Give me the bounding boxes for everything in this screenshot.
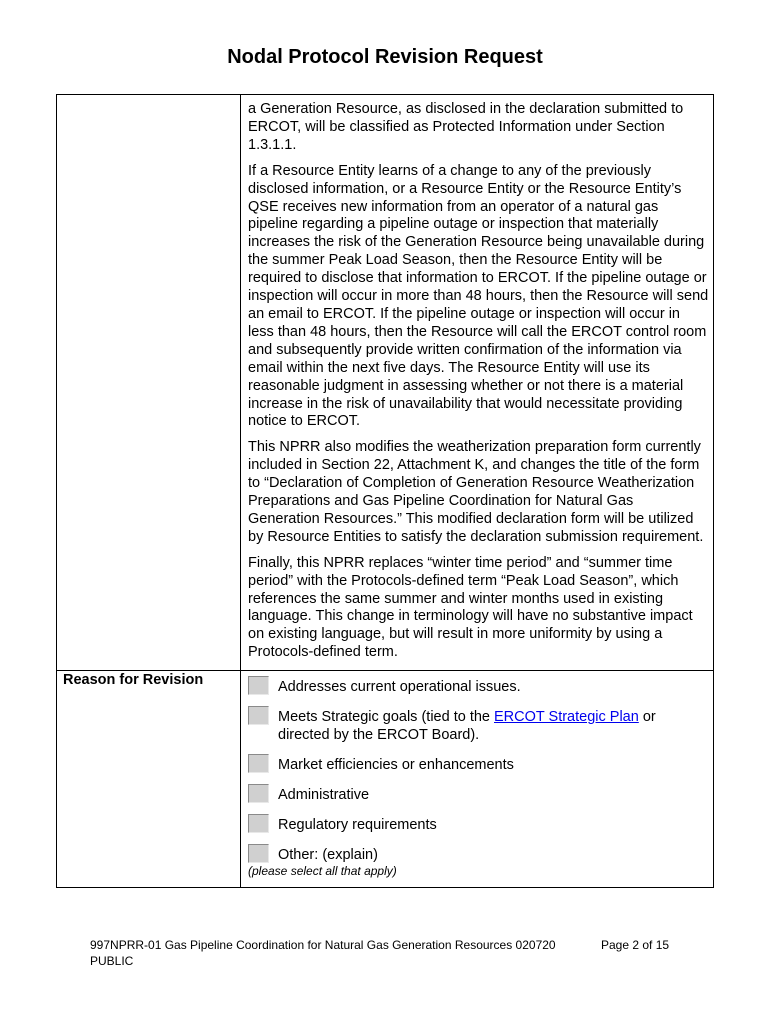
description-paragraph: Finally, this NPRR replaces “winter time period” and “summer time period” with the Protocols-defined term “Peak Load Season”, which references the same summer and winter months used in existing language. This change in terminology will have no substantive impact on existing language, but will result in more uniformity by using a Protocols-defined term. — [248, 554, 693, 661]
option-label: Market efficiencies or enhancements — [278, 757, 514, 774]
description-paragraph: a Generation Resource, as disclosed in the declaration submitted to ERCOT, will be classified as Protected Information under Section 1.3.1.1. — [248, 101, 684, 153]
option-administrative — [248, 786, 709, 804]
page-title: Nodal Protocol Revision Request — [227, 46, 543, 68]
select-all-note: (please select all that apply) — [248, 864, 397, 879]
description-cell — [241, 95, 714, 671]
regulatory-checkbox[interactable] — [248, 814, 269, 833]
description-paragraph: If a Resource Entity learns of a change to any of the previously disclosed information, or a Resource Entity or the Resource Entity’s QSE receives new information from an operator of a natural gas pipeline regarding a pipeline outage or inspection that materially increases the risk of the Generation Resource being unavailable during the summer Peak Load Season, then the Resource Entity will be required to disclose that information to ERCOT. If the pipeline outage or inspection will occur in more than 48 hours, then the Resource will send an email to ERCOT. If the pipeline outage or inspection will occur in less than 48 hours, then the Resource will call the ERCOT control room and subsequently provide written confirmation of the information via email within the next five days. The Resource Entity will use its reasonable judgment in assessing whether or not there is a material increase in the risk of unavailability that would necessitate providing notice to ERCOT. — [248, 162, 709, 430]
strategic-goals-checkbox[interactable] — [248, 706, 269, 725]
reason-row — [57, 671, 714, 888]
option-label-suffix: or directed by the ERCOT Board). — [278, 709, 656, 744]
description-paragraph: This NPRR also modifies the weatherization preparation form currently included in Section 22, Attachment K, and changes the title of the form to “Declaration of Completion of Generation Resource Weatherization Preparations and Gas Pipeline Coordination for Natural Gas Generation Resources.” This modified declaration form will be utilized by Resource Entities to satisfy the declaration submission requirement. — [248, 439, 704, 545]
other-checkbox[interactable] — [248, 844, 269, 863]
option-operational-issues — [248, 678, 709, 696]
administrative-checkbox[interactable] — [248, 784, 269, 803]
option-label — [278, 708, 709, 744]
market-efficiencies-checkbox[interactable] — [248, 754, 269, 773]
ercot-strategic-plan-link[interactable]: ERCOT Strategic Plan — [494, 709, 639, 726]
option-label: Addresses current operational issues. — [278, 679, 521, 696]
description-label-cell — [57, 95, 241, 671]
option-label: Regulatory requirements — [278, 817, 437, 834]
footer-doc-line: 997NPRR-01 Gas Pipeline Coordination for Natural Gas Generation Resources 020720 — [90, 938, 556, 952]
option-regulatory — [248, 816, 709, 834]
operational-issues-checkbox[interactable] — [248, 676, 269, 695]
option-market-efficiencies — [248, 756, 709, 774]
option-label: Administrative — [278, 787, 370, 804]
footer — [90, 937, 556, 969]
option-other — [248, 846, 709, 864]
option-label: Other: (explain) — [278, 847, 378, 864]
option-strategic-goals — [248, 708, 709, 744]
description-row — [57, 95, 714, 671]
page-number: Page 2 of 15 — [601, 938, 670, 952]
revision-table — [56, 94, 714, 888]
reason-options-cell — [241, 671, 714, 888]
reason-label: Reason for Revision — [57, 671, 241, 888]
footer-classification: PUBLIC — [90, 954, 134, 968]
option-label-prefix: Meets Strategic goals (tied to the — [278, 709, 494, 726]
